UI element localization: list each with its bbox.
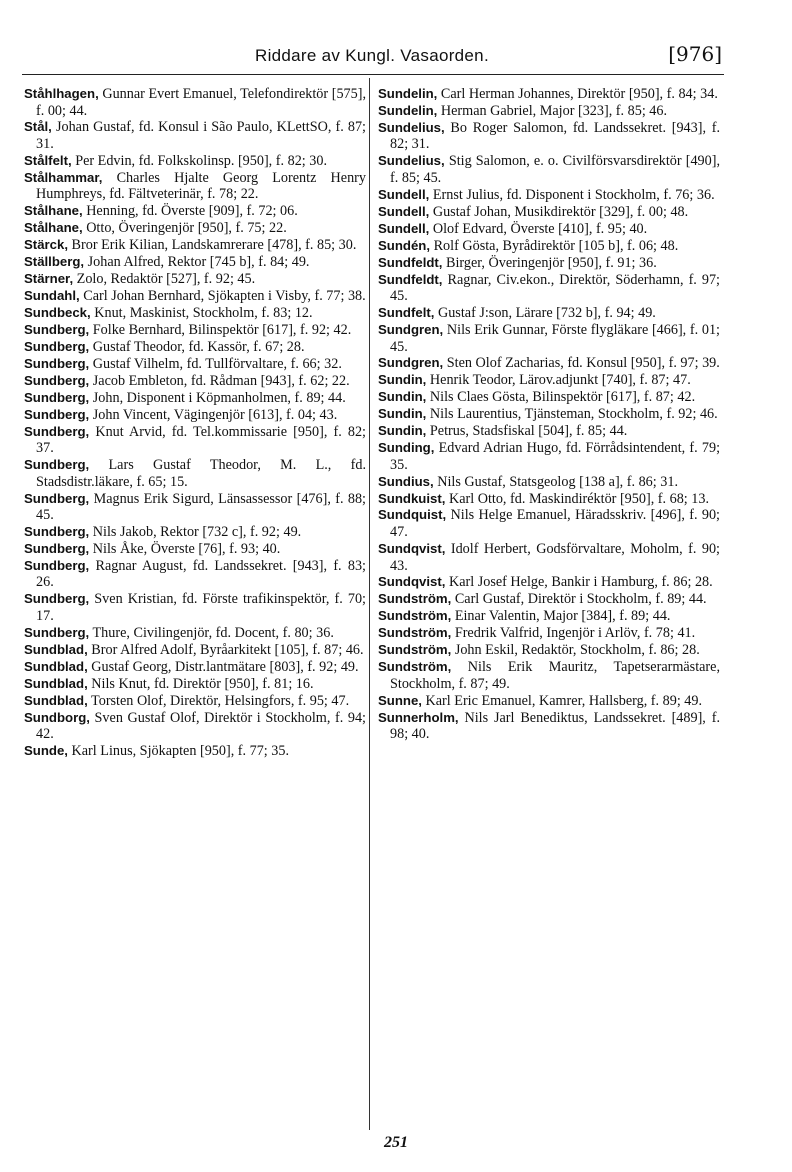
entry-surname: Sundberg, bbox=[24, 557, 90, 573]
entry-details: Sven Kristian, fd. Förste trafikinspektör, f. 70; 17. bbox=[36, 591, 366, 624]
entry-details: Henrik Teodor, Lärov.adjunkt [740], f. 87; 47. bbox=[429, 372, 691, 389]
register-entry bbox=[24, 491, 366, 524]
entry-details: Ernst Julius, fd. Disponent i Stockholm, f. 76; 36. bbox=[432, 186, 715, 203]
entry-details: Gustaf J:son, Lärare [732 b], f. 94; 49. bbox=[437, 305, 656, 322]
entry-details: Jacob Embleton, fd. Rådman [943], f. 62; 22. bbox=[92, 372, 350, 389]
entry-surname: Sundqvist, bbox=[378, 540, 446, 556]
entry-surname: Sundkuist, bbox=[378, 490, 446, 506]
register-entry bbox=[378, 204, 720, 221]
register-entry bbox=[378, 474, 720, 491]
register-entry bbox=[378, 272, 720, 305]
entry-surname: Sundelius, bbox=[378, 119, 445, 135]
entry-surname: Sundelin, bbox=[378, 102, 438, 118]
entry-details: Sven Gustaf Olof, Direktör i Stockholm, f. 94; 42. bbox=[36, 709, 366, 743]
entry-surname: Sundius, bbox=[378, 473, 434, 489]
register-entry bbox=[24, 305, 366, 322]
register-entry bbox=[24, 288, 366, 305]
entry-surname: Stålhane, bbox=[24, 203, 83, 219]
entry-details: Magnus Erik Sigurd, Länsassessor [476], f. 88; 45. bbox=[36, 490, 367, 524]
running-title: Riddare av Kungl. Vasaorden. bbox=[255, 46, 489, 65]
entry-details: Idolf Herbert, Godsförvaltare, Moholm, f. 90; 43. bbox=[390, 540, 720, 574]
entry-surname: Sundquist, bbox=[378, 507, 447, 523]
entry-surname: Sundén, bbox=[378, 237, 431, 253]
entry-details: John Eskil, Redaktör, Stockholm, f. 86; 28. bbox=[454, 642, 700, 659]
register-entry bbox=[24, 625, 366, 642]
entry-details: Gustaf Georg, Distr.lantmätare [803], f. 92; 49. bbox=[91, 658, 359, 675]
entry-surname: Stål, bbox=[24, 119, 52, 135]
entry-details: Nils Gustaf, Statsgeolog [138 a], f. 86; 31. bbox=[437, 473, 678, 490]
register-entry bbox=[378, 238, 720, 255]
entry-surname: Sundell, bbox=[378, 186, 430, 202]
register-entry bbox=[24, 591, 366, 624]
entry-details: Herman Gabriel, Major [323], f. 85; 46. bbox=[440, 102, 668, 119]
register-entry bbox=[24, 119, 366, 152]
register-entry bbox=[378, 305, 720, 322]
register-entry bbox=[378, 541, 720, 574]
entry-surname: Sundström, bbox=[378, 591, 452, 607]
entry-surname: Sundström, bbox=[378, 642, 452, 658]
register-entry bbox=[24, 153, 366, 170]
register-entry bbox=[24, 541, 366, 558]
register-entry bbox=[24, 558, 366, 591]
entry-details: Folke Bernhard, Bilinspektör [617], f. 92; 42. bbox=[92, 321, 352, 338]
register-entry bbox=[378, 153, 720, 186]
entry-details: Henning, fd. Överste [909], f. 72; 06. bbox=[86, 203, 298, 220]
entry-surname: Sundberg, bbox=[24, 321, 90, 337]
entry-details: Birger, Överingenjör [950], f. 91; 36. bbox=[446, 254, 657, 271]
register-entry bbox=[378, 507, 720, 540]
entry-details: Nils Erik Gunnar, Förste flygläkare [466], f. 01; 45. bbox=[390, 321, 721, 355]
entry-details: Carl Gustaf, Direktör i Stockholm, f. 89; 44. bbox=[454, 591, 707, 608]
register-entry bbox=[378, 642, 720, 659]
left-column bbox=[24, 86, 366, 760]
register-entry bbox=[378, 187, 720, 204]
entry-details: Knut, Maskinist, Stockholm, f. 83; 12. bbox=[94, 305, 313, 322]
entry-details: Torsten Olof, Direktör, Helsingfors, f. 95; 47. bbox=[91, 692, 350, 709]
entry-details: Gustaf Johan, Musikdirektör [329], f. 00; 48. bbox=[432, 203, 689, 220]
entry-details: Edvard Adrian Hugo, fd. Förrådsintendent, f. 79; 35. bbox=[390, 440, 721, 473]
register-entry bbox=[24, 693, 366, 710]
entry-details: Johan Alfred, Rektor [745 b], f. 84; 49. bbox=[87, 254, 310, 271]
register-entry bbox=[24, 220, 366, 237]
entry-surname: Sundberg, bbox=[24, 338, 90, 354]
entry-surname: Sundin, bbox=[378, 406, 427, 422]
entry-details: Ragnar August, fd. Landssekret. [943], f. 83; 26. bbox=[36, 557, 366, 591]
entry-surname: Sundström, bbox=[378, 659, 452, 675]
register-entry bbox=[24, 743, 366, 760]
entry-surname: Sundin, bbox=[378, 389, 427, 405]
entry-surname: Sundström, bbox=[378, 608, 452, 624]
register-entry bbox=[378, 372, 720, 389]
entry-surname: Sundberg, bbox=[24, 591, 90, 607]
entry-surname: Sundfelt, bbox=[378, 305, 435, 321]
entry-surname: Sundfeldt, bbox=[378, 254, 443, 270]
entry-details: Bror Erik Kilian, Landskamrerare [478], f. 85; 30. bbox=[71, 237, 357, 254]
entry-surname: Sundberg, bbox=[24, 524, 90, 540]
entry-surname: Ståhlhagen, bbox=[24, 86, 99, 101]
entry-surname: Sundberg, bbox=[24, 389, 90, 405]
entry-details: Carl Johan Bernhard, Sjökapten i Visby, f. 77; 38. bbox=[83, 288, 366, 305]
right-column bbox=[378, 86, 720, 743]
register-entry bbox=[378, 591, 720, 608]
register-entry bbox=[378, 574, 720, 591]
register-entry bbox=[378, 255, 720, 272]
entry-surname: Sundberg, bbox=[24, 490, 90, 506]
entry-surname: Sundström, bbox=[378, 625, 452, 641]
entry-surname: Sundin, bbox=[378, 372, 427, 388]
register-entry bbox=[24, 659, 366, 676]
register-entry bbox=[24, 237, 366, 254]
entry-surname: Sundbeck, bbox=[24, 305, 91, 321]
header-rule bbox=[22, 74, 724, 75]
register-entry bbox=[378, 120, 720, 153]
register-entry bbox=[24, 390, 366, 407]
entry-details: Thure, Civilingenjör, fd. Docent, f. 80; 36. bbox=[92, 624, 334, 641]
entry-surname: Stålhammar, bbox=[24, 169, 103, 185]
entry-surname: Sundberg, bbox=[24, 624, 90, 640]
entry-details: Nils Laurentius, Tjänsteman, Stockholm, f. 92; 46. bbox=[429, 406, 718, 423]
register-entry bbox=[24, 203, 366, 220]
entry-details: Gustaf Vilhelm, fd. Tullförvaltare, f. 66; 32. bbox=[92, 355, 342, 372]
entry-details: Knut Arvid, fd. Tel.kommissarie [950], f. 82; 37. bbox=[36, 423, 367, 457]
register-entry bbox=[378, 625, 720, 642]
register-entry bbox=[24, 356, 366, 373]
entry-surname: Sundblad, bbox=[24, 692, 88, 708]
page-reference-number: [976] bbox=[668, 42, 722, 66]
entry-details: Stig Salomon, e. o. Civilförsvarsdirektör [490], f. 85; 45. bbox=[390, 153, 721, 186]
entry-details: Olof Edvard, Överste [410], f. 95; 40. bbox=[432, 220, 648, 237]
register-entry bbox=[378, 86, 720, 103]
entry-surname: Stärck, bbox=[24, 237, 68, 253]
entry-surname: Sundahl, bbox=[24, 288, 80, 304]
entry-details: Nils Åke, Överste [76], f. 93; 40. bbox=[92, 540, 281, 557]
register-entry bbox=[24, 339, 366, 356]
register-entry bbox=[24, 373, 366, 390]
entry-details: Nils Claes Gösta, Bilinspektör [617], f. 87; 42. bbox=[429, 389, 696, 406]
entry-surname: Sundelius, bbox=[378, 153, 445, 169]
register-entry bbox=[24, 457, 366, 490]
entry-details: Zolo, Redaktör [527], f. 92; 45. bbox=[76, 271, 256, 288]
register-entry bbox=[378, 221, 720, 238]
entry-surname: Sundblad, bbox=[24, 641, 88, 657]
register-entry bbox=[378, 103, 720, 120]
register-entry bbox=[378, 389, 720, 406]
register-entry bbox=[24, 170, 366, 203]
entry-details: Fredrik Valfrid, Ingenjör i Arlöv, f. 78; 41. bbox=[454, 625, 696, 642]
register-entry bbox=[24, 424, 366, 457]
entry-details: Bo Roger Salomon, fd. Landssekret. [943], f. 82; 31. bbox=[390, 119, 721, 153]
entry-surname: Sunding, bbox=[378, 440, 435, 456]
entry-surname: Sundblad, bbox=[24, 675, 88, 691]
entry-details: Nils Helge Emanuel, Häradsskriv. [496], f. 90; 47. bbox=[390, 507, 720, 541]
entry-surname: Sundfeldt, bbox=[378, 271, 443, 287]
entry-details: Bror Alfred Adolf, Byråarkitekt [105], f. 87; 46. bbox=[91, 641, 364, 658]
entry-surname: Stålfelt, bbox=[24, 152, 72, 168]
register-entry bbox=[378, 710, 720, 743]
entry-details: Carl Herman Johannes, Direktör [950], f. 84; 34. bbox=[440, 86, 718, 102]
entry-surname: Sunde, bbox=[24, 743, 68, 759]
entry-surname: Sundborg, bbox=[24, 709, 90, 725]
entry-details: Charles Hjalte Georg Lorentz Henry Humphreys, fd. Fältveterinär, f. 78; 22. bbox=[36, 169, 366, 203]
entry-details: Petrus, Stadsfiskal [504], f. 85; 44. bbox=[429, 423, 628, 440]
entry-details: Einar Valentin, Major [384], f. 89; 44. bbox=[454, 608, 671, 625]
entry-details: Nils Erik Mauritz, Tapetserarmästare, Stockholm, f. 87; 49. bbox=[390, 659, 720, 692]
register-entry bbox=[378, 322, 720, 355]
page-number: 251 bbox=[384, 1134, 408, 1151]
entry-surname: Sundgren, bbox=[378, 355, 444, 371]
entry-surname: Sundelin, bbox=[378, 86, 438, 101]
entry-surname: Sundblad, bbox=[24, 658, 88, 674]
entry-details: Ragnar, Civ.ekon., Direktör, Söderhamn, f. 97; 45. bbox=[390, 271, 720, 305]
entry-surname: Sundberg, bbox=[24, 406, 90, 422]
page-header bbox=[22, 42, 722, 72]
register-entry bbox=[378, 423, 720, 440]
entry-details: Nils Knut, fd. Direktör [950], f. 81; 16. bbox=[91, 675, 314, 692]
entry-details: John, Disponent i Köpmanholmen, f. 89; 44. bbox=[92, 389, 346, 406]
register-entry bbox=[378, 355, 720, 372]
entry-details: Lars Gustaf Theodor, M. L., fd. Stadsdistr.läkare, f. 65; 15. bbox=[36, 457, 366, 490]
entry-details: Gustaf Theodor, fd. Kassör, f. 67; 28. bbox=[92, 338, 305, 355]
entry-surname: Sundgren, bbox=[378, 321, 444, 337]
register-entry bbox=[24, 254, 366, 271]
entry-surname: Sundberg, bbox=[24, 540, 90, 556]
register-entry bbox=[24, 407, 366, 424]
register-entry bbox=[24, 642, 366, 659]
register-entry bbox=[378, 440, 720, 473]
column-divider bbox=[369, 78, 370, 1130]
entry-details: John Vincent, Vägingenjör [613], f. 04; 43. bbox=[92, 406, 338, 423]
register-entry bbox=[24, 271, 366, 288]
register-entry bbox=[378, 406, 720, 423]
entry-surname: Stärner, bbox=[24, 271, 74, 287]
register-entry bbox=[24, 524, 366, 541]
register-entry bbox=[24, 710, 366, 743]
entry-surname: Sundell, bbox=[378, 203, 430, 219]
register-entry bbox=[378, 659, 720, 692]
entry-surname: Sundell, bbox=[378, 220, 430, 236]
register-entry bbox=[378, 491, 720, 508]
entry-details: Sten Olof Zacharias, fd. Konsul [950], f. 97; 39. bbox=[446, 355, 720, 372]
entry-details: Nils Jarl Benediktus, Landssekret. [489], f. 98; 40. bbox=[390, 709, 720, 743]
entry-details: Otto, Överingenjör [950], f. 75; 22. bbox=[86, 220, 287, 237]
entry-details: Gunnar Evert Emanuel, Telefondirektör [575], f. 00; 44. bbox=[36, 86, 366, 119]
entry-details: Karl Otto, fd. Maskindiréktör [950], f. 68; 13. bbox=[448, 490, 710, 507]
entry-surname: Sundberg, bbox=[24, 355, 90, 371]
register-entry bbox=[24, 322, 366, 339]
entry-surname: Ställberg, bbox=[24, 254, 85, 270]
entry-surname: Sundqvist, bbox=[378, 574, 446, 590]
entry-details: Rolf Gösta, Byrådirektör [105 b], f. 06; 48. bbox=[433, 237, 679, 254]
entry-details: Karl Linus, Sjökapten [950], f. 77; 35. bbox=[71, 743, 290, 760]
entry-surname: Sunne, bbox=[378, 692, 422, 708]
register-entry bbox=[24, 676, 366, 693]
entry-surname: Sundberg, bbox=[24, 423, 90, 439]
entry-surname: Sundberg, bbox=[24, 372, 90, 388]
register-entry bbox=[24, 86, 366, 119]
entry-details: Karl Josef Helge, Bankir i Hamburg, f. 86; 28. bbox=[448, 574, 713, 591]
entry-details: Nils Jakob, Rektor [732 c], f. 92; 49. bbox=[92, 524, 302, 541]
register-entry bbox=[378, 693, 720, 710]
entry-surname: Sunnerholm, bbox=[378, 709, 459, 725]
entry-surname: Sundin, bbox=[378, 423, 427, 439]
register-entry bbox=[378, 608, 720, 625]
entry-surname: Stålhane, bbox=[24, 220, 83, 236]
entry-surname: Sundberg, bbox=[24, 457, 90, 473]
entry-details: Johan Gustaf, fd. Konsul i São Paulo, KLettSO, f. 87; 31. bbox=[36, 119, 366, 153]
entry-details: Per Edvin, fd. Folkskolinsp. [950], f. 82; 30. bbox=[75, 152, 328, 169]
entry-details: Karl Eric Emanuel, Kamrer, Hallsberg, f. 89; 49. bbox=[425, 692, 703, 709]
